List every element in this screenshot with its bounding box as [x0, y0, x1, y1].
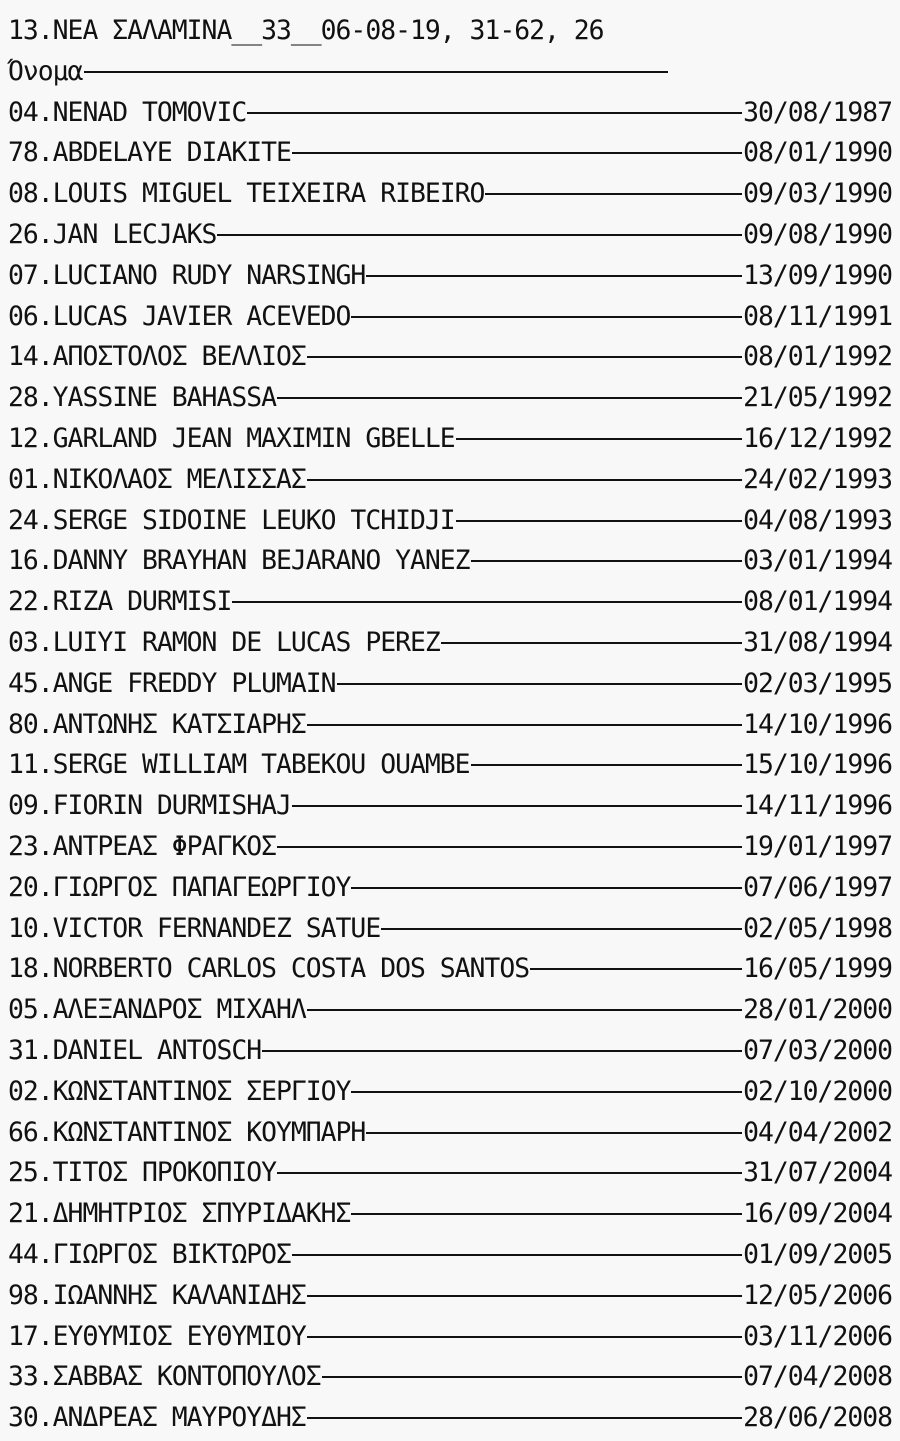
player-dob: 04/04/2002 — [743, 1116, 892, 1148]
name-fill-line — [84, 45, 668, 73]
player-fill-line — [307, 983, 742, 1011]
player-dob: 09/03/1990 — [743, 178, 892, 210]
player-dob: 21/05/1992 — [743, 382, 892, 414]
player-dob: 04/08/1993 — [743, 504, 892, 536]
player-fill-line — [307, 1269, 742, 1297]
player-name: 03.LUIYI RAMON DE LUCAS PEREZ — [8, 626, 440, 658]
player-list — [8, 93, 892, 1439]
player-fill-line — [292, 779, 742, 807]
player-dob: 13/09/1990 — [743, 259, 892, 291]
player-dob: 08/11/1991 — [743, 300, 892, 332]
player-fill-line — [232, 575, 742, 603]
player-fill-line — [307, 1391, 742, 1419]
player-name: 98.ΙΩΑΝΝΗΣ ΚΑΛΑΝΙΔΗΣ — [8, 1279, 306, 1311]
player-name: 44.ΓΙΩΡΓΟΣ ΒΙΚΤΩΡΟΣ — [8, 1238, 291, 1270]
roster-document — [8, 11, 892, 1439]
team-header-line: 13.ΝΕΑ ΣΑΛΑΜΙΝΑ__33__06-08-19, 31-62, 26 — [8, 15, 604, 46]
player-fill-line — [381, 902, 742, 930]
player-fill-line — [366, 249, 742, 277]
player-dob: 12/05/2006 — [743, 1279, 892, 1311]
player-dob: 02/05/1998 — [743, 912, 892, 944]
player-fill-line — [366, 1106, 742, 1134]
player-fill-line — [217, 208, 742, 236]
player-dob: 31/07/2004 — [743, 1157, 892, 1189]
player-row — [8, 501, 892, 542]
player-dob: 14/10/1996 — [743, 708, 892, 740]
player-row — [8, 460, 892, 501]
player-dob: 01/09/2005 — [743, 1238, 892, 1270]
player-fill-line — [351, 290, 742, 318]
player-name: 24.SERGE SIDOINE LEUKO TCHIDJI — [8, 504, 455, 536]
player-name: 28.YASSINE BAHASSA — [8, 382, 276, 414]
player-dob: 14/11/1996 — [743, 790, 892, 822]
player-name: 10.VICTOR FERNANDEZ SATUE — [8, 912, 381, 944]
player-fill-line — [277, 371, 742, 399]
player-name: 01.ΝΙΚΟΛΑΟΣ ΜΕΛΙΣΣΑΣ — [8, 463, 306, 495]
player-dob: 08/01/1990 — [743, 137, 892, 169]
player-name: 78.ABDELAYE DIAKITE — [8, 137, 291, 169]
player-name: 23.ΑΝΤΡΕΑΣ ΦΡΑΓΚΟΣ — [8, 830, 276, 862]
player-fill-line — [337, 657, 743, 685]
player-dob: 16/09/2004 — [743, 1198, 892, 1230]
player-name: 20.ΓΙΩΡΓΟΣ ΠΑΠΑΓΕΩΡΓΙΟΥ — [8, 871, 351, 903]
player-name: 18.NORBERTO CARLOS COSTA DOS SANTOS — [8, 953, 530, 985]
player-name: 17.ΕΥΘΥΜΙΟΣ ΕΥΘΥΜΙΟΥ — [8, 1320, 306, 1352]
player-fill-line — [292, 1228, 742, 1256]
player-dob: 03/01/1994 — [743, 545, 892, 577]
player-fill-line — [307, 453, 742, 481]
player-left — [8, 1398, 743, 1439]
player-dob: 16/12/1992 — [743, 422, 892, 454]
player-name: 06.LUCAS JAVIER ACEVEDO — [8, 300, 351, 332]
player-dob: 15/10/1996 — [743, 749, 892, 781]
player-fill-line — [307, 698, 742, 726]
player-fill-line — [485, 167, 742, 195]
player-fill-line — [351, 861, 742, 889]
player-name: 11.SERGE WILLIAM TABEKOU OUAMBE — [8, 749, 470, 781]
player-name: 02.ΚΩΝΣΤΑΝΤΙΝΟΣ ΣΕΡΓΙΟΥ — [8, 1075, 351, 1107]
player-name: 14.ΑΠΟΣΤΟΛΟΣ ΒΕΛΛΙΟΣ — [8, 341, 306, 373]
player-fill-line — [351, 1065, 742, 1093]
player-row — [8, 909, 892, 950]
player-name: 07.LUCIANO RUDY NARSINGH — [8, 259, 366, 291]
player-name: 66.ΚΩΝΣΤΑΝΤΙΝΟΣ ΚΟΥΜΠΑΡΗ — [8, 1116, 366, 1148]
player-fill-line — [471, 534, 743, 562]
player-fill-line — [277, 820, 742, 848]
player-dob: 02/03/1995 — [743, 667, 892, 699]
player-fill-line — [292, 126, 742, 154]
player-dob: 09/08/1990 — [743, 218, 892, 250]
player-dob: 07/04/2008 — [743, 1361, 892, 1393]
player-dob: 30/08/1987 — [743, 96, 892, 128]
player-name: 09.FIORIN DURMISHAJ — [8, 790, 291, 822]
player-name: 04.NENAD TOMOVIC — [8, 96, 247, 128]
player-dob: 07/03/2000 — [743, 1034, 892, 1066]
player-name: 26.JAN LECJAKS — [8, 218, 217, 250]
player-dob: 24/02/1993 — [743, 463, 892, 495]
player-row — [8, 1398, 892, 1439]
player-name: 05.ΑΛΕΞΑΝΔΡΟΣ ΜΙΧΑΗΛ — [8, 994, 306, 1026]
player-name: 45.ANGE FREDDY PLUMAIN — [8, 667, 336, 699]
player-fill-line — [456, 494, 742, 522]
player-fill-line — [351, 1187, 742, 1215]
player-dob: 31/08/1994 — [743, 626, 892, 658]
player-fill-line — [262, 1024, 742, 1052]
player-name: 22.RIZA DURMISI — [8, 586, 232, 618]
player-dob: 03/11/2006 — [743, 1320, 892, 1352]
player-row — [8, 378, 892, 419]
player-fill-line — [441, 616, 742, 644]
player-name: 12.GARLAND JEAN MAXIMIN GBELLE — [8, 422, 455, 454]
player-name: 16.DANNY BRAYHAN BEJARANO YANEZ — [8, 545, 470, 577]
player-name: 30.ΑΝΔΡΕΑΣ ΜΑΥΡΟΥΔΗΣ — [8, 1402, 306, 1434]
player-name: 21.ΔΗΜΗΤΡΙΟΣ ΣΠΥΡΙΔΑΚΗΣ — [8, 1198, 351, 1230]
player-dob: 08/01/1992 — [743, 341, 892, 373]
player-dob: 16/05/1999 — [743, 953, 892, 985]
player-name: 31.DANIEL ANTOSCH — [8, 1034, 262, 1066]
player-dob: 28/01/2000 — [743, 994, 892, 1026]
player-fill-line — [471, 738, 743, 766]
player-fill-line — [530, 942, 742, 970]
player-row — [8, 133, 892, 174]
player-fill-line — [307, 1310, 742, 1338]
player-dob: 07/06/1997 — [743, 871, 892, 903]
player-dob: 28/06/2008 — [743, 1402, 892, 1434]
player-fill-line — [307, 330, 742, 358]
player-name: 25.ΤΙΤΟΣ ΠΡΟΚΟΠΙΟΥ — [8, 1157, 276, 1189]
player-fill-line — [277, 1146, 742, 1174]
player-dob: 02/10/2000 — [743, 1075, 892, 1107]
name-label: Όνομα — [8, 55, 83, 87]
player-name: 33.ΣΑΒΒΑΣ ΚΟΝΤΟΠΟΥΛΟΣ — [8, 1361, 321, 1393]
player-dob: 19/01/1997 — [743, 830, 892, 862]
player-name: 08.LOUIS MIGUEL TEIXEIRA RIBEIRO — [8, 178, 485, 210]
player-dob: 08/01/1994 — [743, 586, 892, 618]
player-fill-line — [456, 412, 742, 440]
player-fill-line — [247, 86, 742, 114]
player-fill-line — [322, 1350, 742, 1378]
player-name: 80.ΑΝΤΩΝΗΣ ΚΑΤΣΙΑΡΗΣ — [8, 708, 306, 740]
player-row — [8, 705, 892, 746]
